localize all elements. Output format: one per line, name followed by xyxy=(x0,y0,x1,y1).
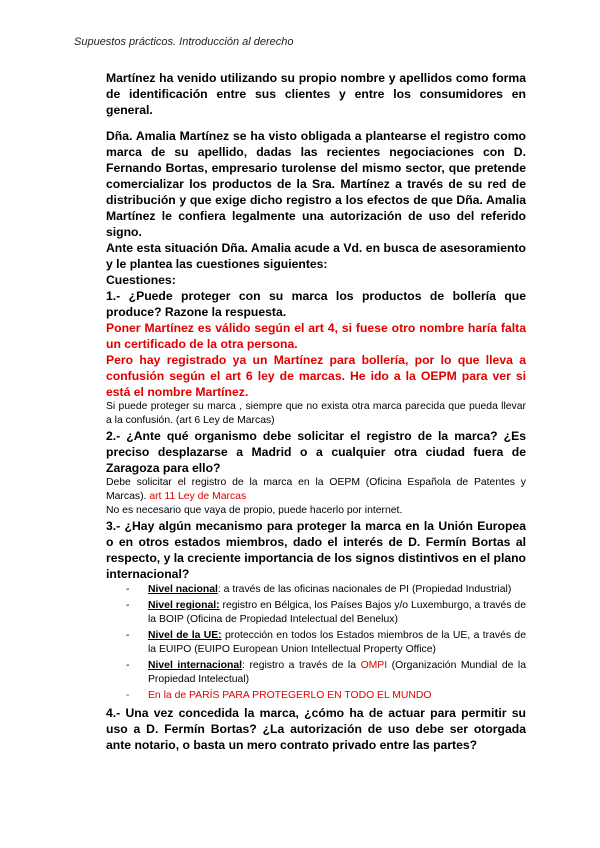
paragraph-situation: Dña. Amalia Martínez se ha visto obligada a plantearse el registro como marca de su apellido, dadas las recientes negociaciones con D. Fernando Bortas, empresario turolense del mismo sector, que pretende comercializar los productos de la Sra. Martínez a través de su red de distribución y que exige dicho registro a los efectos de que Dña. Amalia Martínez le confiera legalmente una autorización de uso del referido signo. xyxy=(106,129,526,239)
item-text-red: OMPI xyxy=(360,660,388,671)
q2-answer-text: Debe solicitar el registro de la marca en la OEPM (Oficina Española de Patentes y Marcas). xyxy=(106,477,526,502)
q1-answer: Si puede proteger su marca , siempre que no exista otra marca parecida que pueda llevar a la confusión. (art 6 Ley de Marcas) xyxy=(106,401,526,426)
q2-answer-1 xyxy=(106,476,526,504)
question-4: 4.- Una vez concedida la marca, ¿cómo ha de actuar para permitir su uso a D. Fermín Bortas? ¿La autorización de uso debe ser otorgada ante notario, o basta un mero contrato privado entre las partes? xyxy=(106,706,526,752)
question-1: 1.- ¿Puede proteger con su marca los productos de bollería que produce? Razone la respuesta. xyxy=(106,289,526,319)
question-3: 3.- ¿Hay algún mecanismo para proteger la marca en la Unión Europea o en otros estados miembros, dado el interés de D. Fermín Bortas al respecto, y la creciente importancia de los signos distintivos en el plano internacional? xyxy=(106,519,526,581)
list-item-red xyxy=(126,689,526,703)
item-label: Nivel regional: xyxy=(148,600,220,611)
dash-bullet: - xyxy=(126,630,130,641)
q1-red-note-1: Poner Martínez es válido según el art 4, si fuese otro nombre haría falta un certificado de la otra persona. xyxy=(106,321,526,351)
cuestiones-heading: Cuestiones: xyxy=(106,273,176,287)
protection-levels-list xyxy=(106,583,526,703)
dash-bullet: - xyxy=(126,584,130,595)
question-2: 2.- ¿Ante qué organismo debe solicitar el registro de la marca? ¿Es preciso desplazarse a Madrid o a cualquier otra ciudad fuera de Zaragoza para ello? xyxy=(106,429,526,475)
item-text: protección en todos los Estados miembros de la UE, a través de la EUIPO (EUIPO European Union Intellectual Property Office) xyxy=(148,630,526,655)
item-text: registro en Bélgica, los Países Bajos y/o Luxemburgo, a través de la BOIP (Oficina de Propiedad Intelectual del Benelux) xyxy=(148,600,526,625)
list-item xyxy=(126,599,526,627)
item-text: : registro a través de la xyxy=(242,660,361,671)
list-item xyxy=(126,629,526,657)
q2-answer-2: No es necesario que vaya de propio, puede hacerlo por internet. xyxy=(106,505,403,516)
q1-red-note-2: Pero hay registrado ya un Martínez para bollería, por lo que lleva a confusión según el art 6 ley de marcas. He ido a la OEPM para ver si está el nombre Martínez. xyxy=(106,353,526,399)
q2-answer-red: art 11 Ley de Marcas xyxy=(149,491,247,502)
item-label: Nivel de la UE: xyxy=(148,630,222,641)
dash-bullet: - xyxy=(126,690,130,701)
paragraph-intro: Martínez ha venido utilizando su propio nombre y apellidos como forma de identificación entre sus clientes y entre los consumidores en general. xyxy=(106,71,526,117)
item-text: (Organización Mundial de la Propiedad Intelectual) xyxy=(148,660,527,685)
item-label: Nivel internacional xyxy=(148,660,243,671)
item-text: En la de PARÍS PARA PROTEGERLO EN TODO EL MUNDO xyxy=(148,690,432,701)
dash-bullet: - xyxy=(126,660,130,671)
dash-bullet: - xyxy=(126,600,130,611)
spacer xyxy=(106,118,526,128)
list-item xyxy=(126,583,526,597)
document-body xyxy=(106,70,526,753)
item-text: : a través de las oficinas nacionales de PI (Propiedad Industrial) xyxy=(217,584,512,595)
paragraph-request: Ante esta situación Dña. Amalia acude a Vd. en busca de asesoramiento y le plantea las cuestiones siguientes: xyxy=(106,241,526,271)
list-item xyxy=(126,659,526,687)
running-header: Supuestos prácticos. Introducción al derecho xyxy=(74,36,294,48)
item-label: Nivel nacional xyxy=(148,584,218,595)
